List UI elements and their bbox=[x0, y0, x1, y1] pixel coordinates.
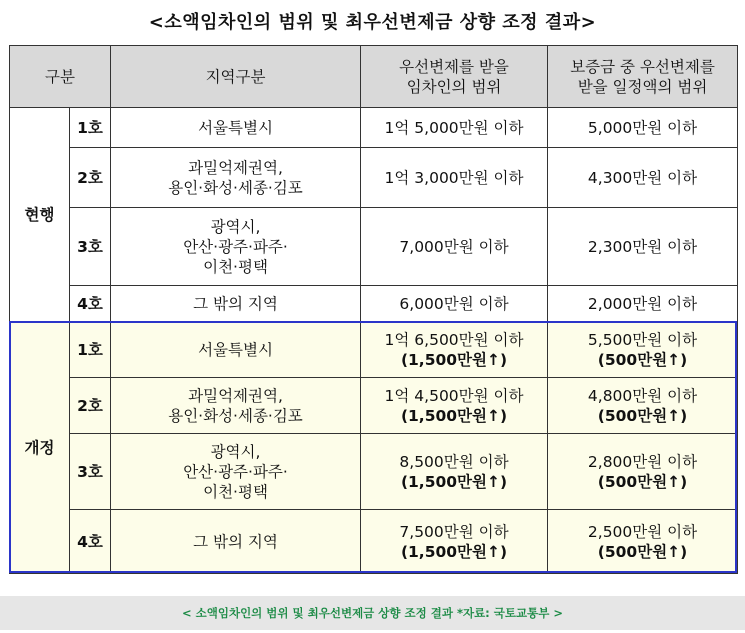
header-range-line1: 우선변제를 받을 bbox=[399, 57, 509, 76]
region-cell bbox=[111, 208, 361, 286]
range-cell: 1억 3,000만원 이하 bbox=[361, 148, 548, 208]
range-cell bbox=[361, 322, 548, 378]
range-value: 8,500만원 이하 bbox=[399, 452, 509, 471]
header-amount-line2: 받을 일정액의 범위 bbox=[577, 77, 708, 96]
region-cell bbox=[111, 434, 361, 510]
region-line: 광역시, bbox=[210, 217, 261, 236]
region-line: 서울특별시 bbox=[198, 118, 273, 137]
range-cell: 7,000만원 이하 bbox=[361, 208, 548, 286]
amount-cell: 2,300만원 이하 bbox=[548, 208, 738, 286]
region-line: 그 밖의 지역 bbox=[193, 532, 278, 551]
region-cell bbox=[111, 510, 361, 574]
group-label-revised: 개정 bbox=[10, 322, 70, 574]
range-cell: 6,000만원 이하 bbox=[361, 286, 548, 322]
amount-value: 2,800만원 이하 bbox=[587, 452, 698, 471]
amount-cell bbox=[548, 510, 738, 574]
table-row bbox=[10, 208, 738, 286]
range-cell bbox=[361, 378, 548, 434]
row-number: 2호 bbox=[70, 148, 111, 208]
range-delta: (1,500만원↑) bbox=[400, 542, 508, 561]
region-line: 용인·화성·세종·김포 bbox=[168, 406, 303, 425]
amount-delta: (500만원↑) bbox=[597, 472, 688, 491]
amount-value: 5,500만원 이하 bbox=[587, 330, 698, 349]
region-cell bbox=[111, 108, 361, 148]
header-row bbox=[10, 46, 738, 108]
region-line: 그 밖의 지역 bbox=[193, 294, 278, 313]
amount-cell: 2,000만원 이하 bbox=[548, 286, 738, 322]
region-cell bbox=[111, 322, 361, 378]
amount-value: 4,800만원 이하 bbox=[587, 386, 698, 405]
range-delta: (1,500만원↑) bbox=[400, 472, 508, 491]
header-amount-line1: 보증금 중 우선변제를 bbox=[570, 57, 715, 76]
amount-value: 2,500만원 이하 bbox=[587, 522, 698, 541]
range-delta: (1,500만원↑) bbox=[400, 406, 508, 425]
row-number: 3호 bbox=[70, 208, 111, 286]
region-line: 이천·평택 bbox=[203, 257, 268, 276]
range-cell bbox=[361, 510, 548, 574]
results-table bbox=[9, 45, 738, 574]
table-row bbox=[10, 148, 738, 208]
range-value: 1억 6,500만원 이하 bbox=[384, 330, 524, 349]
table-row bbox=[10, 286, 738, 322]
region-line: 안산·광주·파주· bbox=[183, 462, 288, 481]
amount-cell bbox=[548, 322, 738, 378]
range-delta: (1,500만원↑) bbox=[400, 350, 508, 369]
table-row bbox=[10, 108, 738, 148]
amount-cell: 4,300만원 이하 bbox=[548, 148, 738, 208]
table-row bbox=[10, 322, 738, 378]
region-line: 용인·화성·세종·김포 bbox=[168, 178, 303, 197]
region-line: 과밀억제권역, bbox=[188, 386, 283, 405]
header-range bbox=[361, 46, 548, 108]
region-cell bbox=[111, 148, 361, 208]
amount-delta: (500만원↑) bbox=[597, 350, 688, 369]
document-title: <소액임차인의 범위 및 최우선변제금 상향 조정 결과> bbox=[148, 12, 597, 33]
amount-delta: (500만원↑) bbox=[597, 406, 688, 425]
row-number: 1호 bbox=[70, 322, 111, 378]
amount-cell bbox=[548, 434, 738, 510]
header-region: 지역구분 bbox=[111, 46, 361, 108]
region-line: 과밀억제권역, bbox=[188, 158, 283, 177]
table-row bbox=[10, 434, 738, 510]
range-value: 7,500만원 이하 bbox=[399, 522, 509, 541]
group-label-current: 현행 bbox=[10, 108, 70, 322]
amount-cell: 5,000만원 이하 bbox=[548, 108, 738, 148]
region-cell bbox=[111, 378, 361, 434]
table-row bbox=[10, 378, 738, 434]
row-number: 4호 bbox=[70, 510, 111, 574]
header-range-line2: 임차인의 범위 bbox=[406, 77, 502, 96]
range-value: 1억 4,500만원 이하 bbox=[384, 386, 524, 405]
region-cell bbox=[111, 286, 361, 322]
region-line: 이천·평택 bbox=[203, 482, 268, 501]
amount-cell bbox=[548, 378, 738, 434]
region-line: 서울특별시 bbox=[198, 340, 273, 359]
row-number: 4호 bbox=[70, 286, 111, 322]
row-number: 2호 bbox=[70, 378, 111, 434]
header-amount bbox=[548, 46, 738, 108]
header-group: 구분 bbox=[10, 46, 111, 108]
region-line: 광역시, bbox=[210, 442, 261, 461]
image-caption: < 소액임차인의 범위 및 최우선변제금 상향 조정 결과 *자료: 국토교통부 > bbox=[0, 596, 745, 630]
region-line: 안산·광주·파주· bbox=[183, 237, 288, 256]
amount-delta: (500만원↑) bbox=[597, 542, 688, 561]
range-cell: 1억 5,000만원 이하 bbox=[361, 108, 548, 148]
row-number: 3호 bbox=[70, 434, 111, 510]
table-row bbox=[10, 510, 738, 574]
row-number: 1호 bbox=[70, 108, 111, 148]
range-cell bbox=[361, 434, 548, 510]
